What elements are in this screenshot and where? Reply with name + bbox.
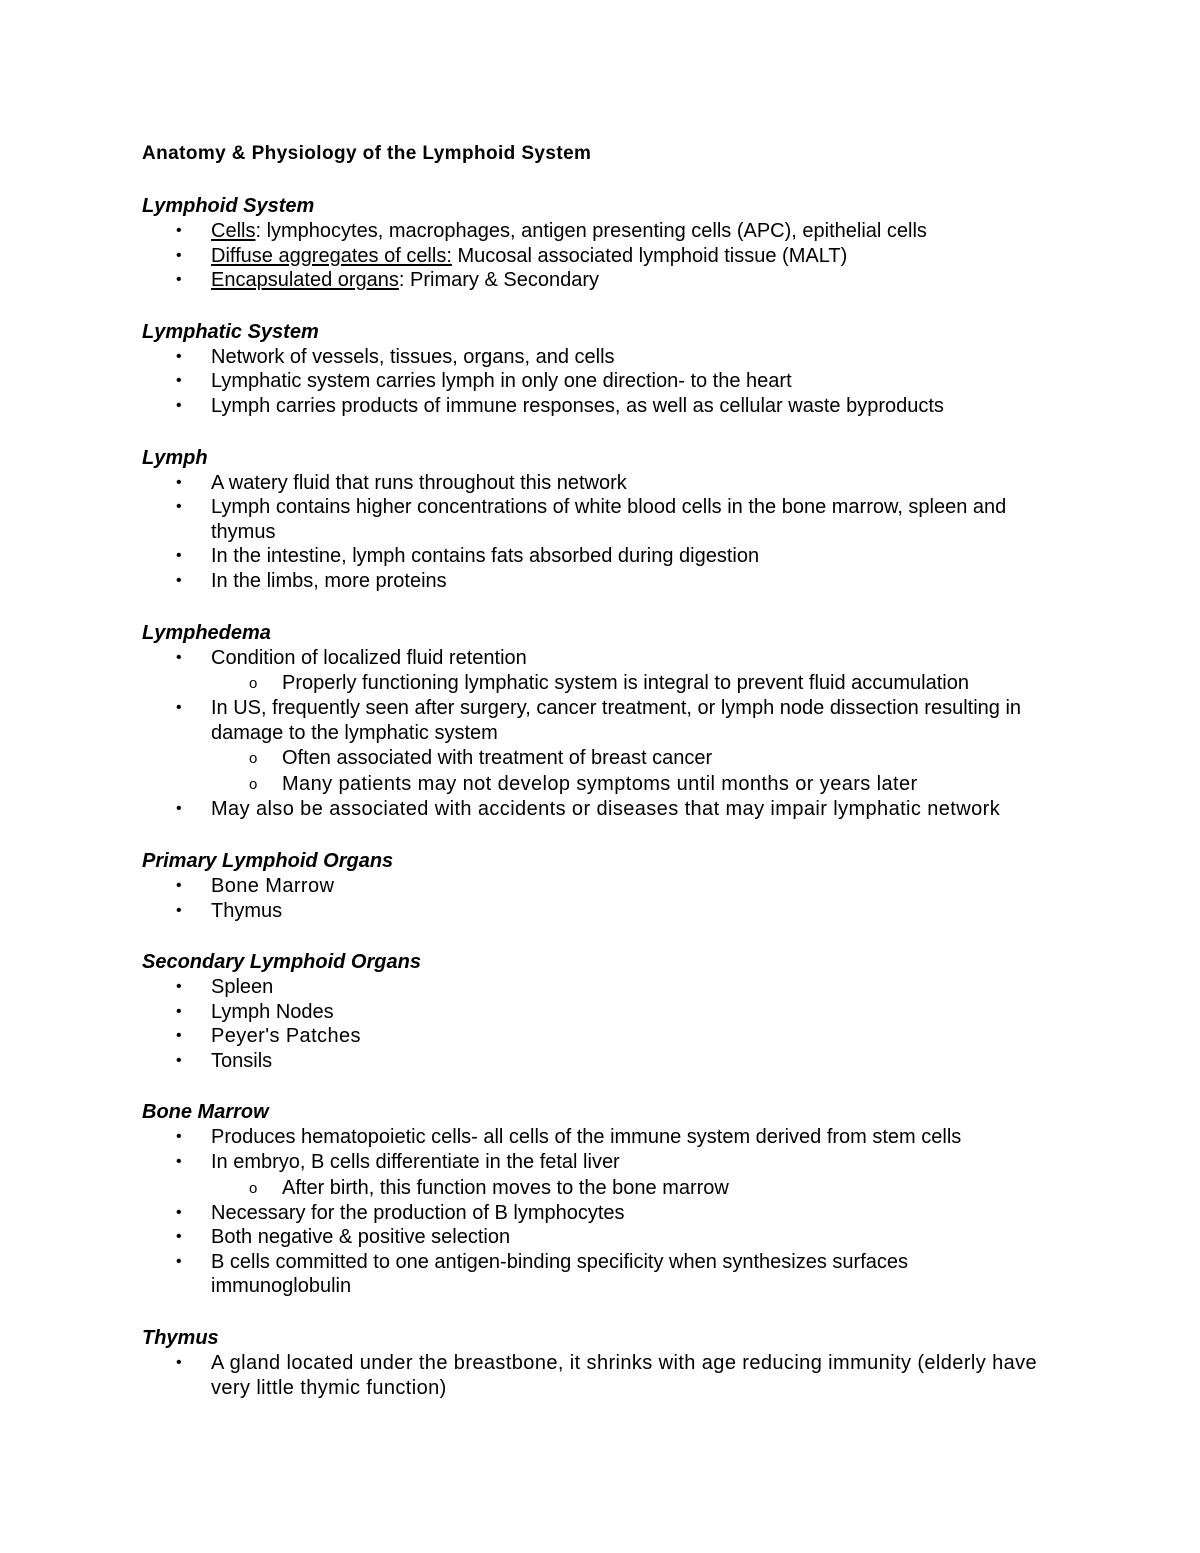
item-text: Spleen <box>211 976 274 999</box>
sub-item-text: Many patients may not develop symptoms until months or years later <box>282 773 918 796</box>
list-item <box>142 219 1052 244</box>
sub-bullet-list <box>211 670 1052 696</box>
document-title: Anatomy & Physiology of the Lymphoid System <box>142 143 592 164</box>
section-lymphedema <box>142 620 1052 822</box>
section-heading: Secondary Lymphoid Organs <box>142 951 421 974</box>
sub-list-item <box>211 670 1052 696</box>
sub-bullet-list <box>211 745 1052 797</box>
sub-bullet-list <box>211 1175 1052 1201</box>
item-text: Produces hematopoietic cells- all cells of the immune system derived from stem cells <box>211 1126 962 1149</box>
list-item <box>142 696 1052 797</box>
sub-bullet-icon: o <box>249 1179 258 1197</box>
item-term: Cells <box>211 220 256 242</box>
item-term: Diffuse aggregates of cells: <box>211 244 452 267</box>
section-secondary-lymphoid-organs <box>142 949 1052 1073</box>
bullet-icon: • <box>176 1128 182 1146</box>
bullet-icon: • <box>176 978 182 996</box>
item-text: lymphocytes, macrophages, antigen presenting cells (APC), epithelial cells <box>261 220 927 242</box>
sub-bullet-icon: o <box>249 750 258 768</box>
bullet-list <box>142 874 1052 923</box>
sub-list-item <box>211 771 1052 797</box>
bullet-icon: • <box>176 372 182 390</box>
bullet-list <box>142 1351 1052 1400</box>
section-lymph <box>142 445 1052 594</box>
section-heading: Lymphedema <box>142 621 271 644</box>
bullet-icon: • <box>176 1354 182 1372</box>
list-item <box>142 394 1052 419</box>
bullet-icon: • <box>176 1027 182 1045</box>
sub-bullet-icon: o <box>249 675 258 693</box>
bullet-icon: • <box>176 571 182 589</box>
list-item <box>142 1125 1052 1150</box>
bullet-list <box>142 1125 1052 1299</box>
section-heading: Lymphoid System <box>142 195 315 217</box>
bullet-icon: • <box>176 800 182 818</box>
list-item <box>142 369 1052 394</box>
bullet-icon: • <box>176 1051 182 1069</box>
sub-bullet-icon: o <box>249 776 258 794</box>
list-item <box>142 975 1052 1000</box>
bullet-icon: • <box>176 901 182 919</box>
list-item <box>142 495 1052 544</box>
item-text: Both negative & positive selection <box>211 1226 511 1249</box>
list-item <box>142 1225 1052 1250</box>
list-item <box>142 1024 1052 1049</box>
bullet-icon: • <box>176 699 182 717</box>
item-text: In the limbs, more proteins <box>211 569 447 592</box>
bullet-list <box>142 646 1052 822</box>
bullet-icon: • <box>176 396 182 414</box>
section-heading: Primary Lymphoid Organs <box>142 849 394 872</box>
item-text: May also be associated with accidents or diseases that may impair lymphatic network <box>211 798 1001 821</box>
list-item <box>142 1250 1052 1299</box>
sub-item-text: Properly functioning lymphatic system is integral to prevent fluid accumulation <box>282 672 969 695</box>
bullet-icon: • <box>176 648 182 666</box>
list-item <box>142 646 1052 697</box>
item-text: A watery fluid that runs throughout this network <box>211 471 627 494</box>
bullet-icon: • <box>176 547 182 565</box>
bullet-list <box>142 345 1052 419</box>
item-text: Necessary for the production of B lymphocytes <box>211 1201 625 1224</box>
list-item <box>142 1000 1052 1025</box>
item-text: Bone Marrow <box>211 874 335 897</box>
item-separator: : <box>255 220 262 242</box>
sub-item-text: Often associated with treatment of breast cancer <box>282 747 713 770</box>
sub-list-item <box>211 1175 1052 1201</box>
bullet-icon: • <box>176 246 182 264</box>
item-text: In the intestine, lymph contains fats absorbed during digestion <box>211 545 760 568</box>
list-item <box>142 1150 1052 1201</box>
bullet-icon: • <box>176 347 182 365</box>
item-text: Lymph carries products of immune responses, as well as cellular waste byproducts <box>211 394 944 417</box>
item-text: Condition of localized fluid retention <box>211 646 527 669</box>
bullet-icon: • <box>176 498 182 516</box>
sub-list-item <box>211 745 1052 771</box>
list-item <box>142 1201 1052 1226</box>
item-text: B cells committed to one antigen-binding specificity when synthesizes surfaces immunoglobulin <box>211 1250 909 1298</box>
document-body <box>142 141 1052 1426</box>
bullet-icon: • <box>176 1228 182 1246</box>
list-item <box>142 345 1052 370</box>
bullet-icon: • <box>176 876 182 894</box>
bullet-icon: • <box>176 222 182 239</box>
section-lymphatic-system <box>142 319 1052 419</box>
section-thymus <box>142 1325 1052 1400</box>
item-text: Mucosal associated lymphoid tissue (MALT) <box>451 244 848 267</box>
section-heading: Lymph <box>142 446 208 469</box>
bullet-icon: • <box>176 271 182 289</box>
list-item <box>142 899 1052 924</box>
item-text: A gland located under the breastbone, it shrinks with age reducing immunity (elderly have very little thymic function) <box>211 1352 1038 1399</box>
section-heading: Bone Marrow <box>142 1101 269 1124</box>
item-term: Encapsulated organs <box>211 269 399 292</box>
list-item <box>142 797 1052 822</box>
item-text: Thymus <box>211 899 283 922</box>
sub-item-text: After birth, this function moves to the bone marrow <box>282 1176 729 1199</box>
item-text: Network of vessels, tissues, organs, and cells <box>211 345 615 368</box>
section-primary-lymphoid-organs <box>142 848 1052 923</box>
item-text: Primary & Secondary <box>404 269 599 292</box>
item-text: Lymph Nodes <box>211 1000 334 1023</box>
list-item <box>142 1351 1052 1400</box>
bullet-icon: • <box>176 1153 182 1171</box>
item-text: In embryo, B cells differentiate in the fetal liver <box>211 1151 620 1174</box>
item-text: In US, frequently seen after surgery, cancer treatment, or lymph node dissection resulting in damage to the lymphatic system <box>211 697 1022 744</box>
bullet-list <box>142 219 1052 293</box>
list-item <box>142 268 1052 293</box>
list-item <box>142 544 1052 569</box>
bullet-list <box>142 471 1052 594</box>
bullet-icon: • <box>176 1002 182 1020</box>
item-separator: : <box>398 269 405 292</box>
item-text: Lymphatic system carries lymph in only one direction- to the heart <box>211 370 792 393</box>
section-lymphoid-system <box>142 193 1052 293</box>
item-text: Lymph contains higher concentrations of white blood cells in the bone marrow, spleen and thymus <box>211 496 1007 543</box>
item-text: Peyer's Patches <box>211 1025 361 1048</box>
list-item <box>142 569 1052 594</box>
section-bone-marrow <box>142 1099 1052 1299</box>
section-heading: Thymus <box>142 1327 219 1350</box>
item-text: Tonsils <box>211 1049 273 1072</box>
bullet-icon: • <box>176 473 182 491</box>
list-item <box>142 1049 1052 1074</box>
list-item <box>142 471 1052 496</box>
list-item <box>142 874 1052 899</box>
bullet-list <box>142 975 1052 1073</box>
bullet-icon: • <box>176 1252 182 1270</box>
bullet-icon: • <box>176 1203 182 1221</box>
section-heading: Lymphatic System <box>142 320 319 343</box>
list-item <box>142 244 1052 269</box>
